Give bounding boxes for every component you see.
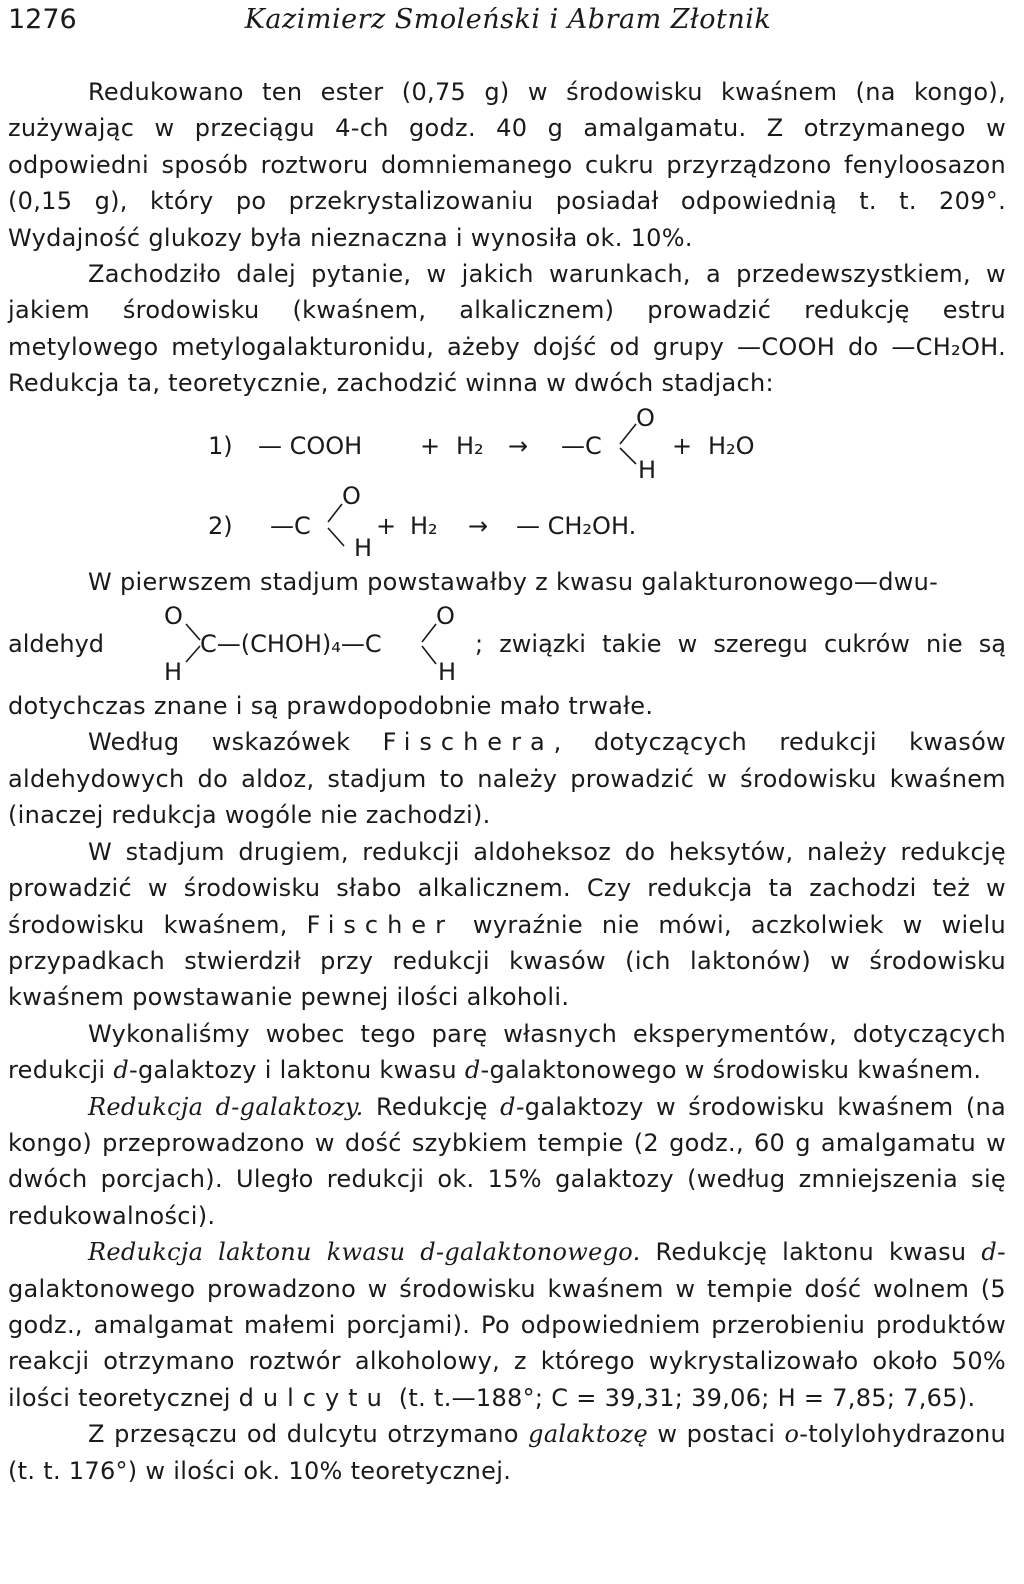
reaction-1-arrow: →: [508, 431, 529, 460]
p10-text-b: -galaktonowego prowadzono w środowisku kwaśnem w tempie dość wolnem (5 godz., amalgamat małemi porcjami). Po odpowiedniem przerobieniu produktów reakcji otrzymano roztwór alkoholowy, z którego wykrystalizowało około 50% ilości teoretycznej: [8, 1238, 1007, 1412]
author-fischer: Fischera: [382, 728, 554, 757]
reaction-2-h-atom: H: [354, 533, 373, 562]
paragraph-first-stage: W pierwszem stadjum powstawałby z kwasu galakturonowego—dwu-: [88, 567, 939, 596]
reaction-1-h-atom: H: [638, 455, 657, 484]
paragraph-reduction-question: Zachodziło dalej pytanie, w jakich warunkach, a przedewszystkiem, w jakiem środowisku (kwaśnem, alkalicznem) prowadzić redukcję estru metylowego metylogalakturonidu, ażeby dojść od grupy —COOH do —CH₂OH. Redukcja ta, teoretycznie, zachodzić winna w dwóch stadjach:: [8, 260, 1006, 398]
p8-prefix-d2: d: [464, 1056, 481, 1085]
dialdehyde-oxygen-left: O: [164, 602, 183, 631]
compound-galactose: galaktozę: [528, 1420, 648, 1449]
author-fischer-2: Fischer: [306, 910, 454, 939]
compound-dulcitol: dulcytu: [238, 1383, 391, 1412]
reaction-2: [8, 481, 1006, 564]
p9-prefix-d: d: [500, 1092, 516, 1121]
reaction-1: [8, 402, 1006, 484]
dialdehyde-oxygen-right: O: [436, 602, 455, 631]
p8-text-a: Wykonaliśmy wobec tego parę własnych eksperymentów, dotyczących redukcji: [8, 1019, 1006, 1085]
p11-text-c: -tolylohydrazonu (t. t. 176°) w ilości ok. 10% teoretycznej.: [8, 1420, 1006, 1485]
paragraph-second-stage: [8, 834, 1006, 1016]
reaction-1-hydrogen: H₂: [456, 431, 484, 460]
p11-prefix-o: o: [784, 1420, 800, 1449]
reaction-2-plus: +: [376, 511, 397, 540]
paragraph-unstable: dotychczas znane i są prawdopodobnie mało trwałe.: [8, 692, 654, 721]
paragraph-galactose-reduction: [8, 1089, 1006, 1235]
reaction-1-carbon: —C: [561, 431, 602, 460]
p11-text-a: Z przesączu od dulcytu otrzymano: [88, 1420, 519, 1449]
p11-text-b: w postaci: [657, 1420, 776, 1449]
reaction-1-plus: +: [420, 431, 441, 460]
dialdehyde-h-left: H: [164, 658, 183, 687]
dialdehyde-h-right: H: [438, 658, 457, 687]
paragraph-ester-reduction: Redukowano ten ester (0,75 g) w środowisku kwaśnem (na kongo), zużywając w przeciągu 4-ch godz. 40 g amalgamatu. Z otrzymanego w odpowiedni sposób roztworu domniemanego cukru przyrządzono fenyloosazon (0,15 g), który po przekrystalizowaniu posiadał odpowiednią t. t. 209°. Wydajność glukozy była nieznaczna i wynosiła ok. 10%.: [8, 78, 1006, 252]
dialdehyde-comment: ; związki takie w szeregu cukrów nie są: [475, 630, 1006, 659]
running-title: Kazimierz Smoleński i Abram Złotnik: [244, 4, 772, 35]
section-title-galactose: Redukcja d-galaktozy.: [88, 1092, 364, 1121]
reaction-2-bonds: [8, 481, 1006, 564]
page-number: 1276: [8, 4, 77, 35]
reaction-2-hydrogen: H₂: [410, 511, 438, 540]
reaction-2-arrow: →: [468, 511, 489, 540]
p10-text-a: Redukcję laktonu kwasu: [655, 1238, 967, 1267]
p10-prefix-d: d: [981, 1238, 998, 1267]
p7-text-b: wyraźnie nie mówi, aczkolwiek w wielu przypadkach stwierdził przy redukcji kwasów (ich laktonów) w środowisku kwaśnem powstawanie pewnej ilości alkoholi.: [8, 910, 1007, 1012]
reaction-1-bonds: [8, 402, 1006, 484]
p8-prefix-d1: d: [113, 1056, 129, 1085]
reaction-1-number: 1): [208, 431, 233, 460]
dialdehyde-label: aldehyd: [8, 630, 105, 659]
p7-text-a: W stadjum drugiem, redukcji aldoheksoz do heksytów, należy redukcję prowadzić w środowisku słabo alkalicznem. Czy redukcja ta zachodzi też w środowisku kwaśnem,: [8, 837, 1006, 939]
reaction-1-plus-2: +: [672, 431, 693, 460]
p9-text-a: Redukcję: [376, 1092, 488, 1121]
section-title-lactone: Redukcja laktonu kwasu d-galaktonowego.: [88, 1238, 641, 1267]
p10-text-c: (t. t.—188°; C = 39,31; 39,06; H = 7,85; 7,65).: [398, 1383, 976, 1412]
reaction-2-carbon: —C: [270, 511, 311, 540]
article-body: [8, 74, 1006, 1489]
p6-text-a: Według wskazówek: [88, 728, 351, 757]
dialdehyde-chain: C—(CHOH)₄—C: [200, 630, 382, 659]
paragraph-fischer-instructions: [8, 724, 1006, 833]
paragraph-filtrate: [8, 1416, 1006, 1489]
dialdehyde-line: [8, 600, 1006, 688]
reaction-2-number: 2): [208, 511, 233, 540]
reaction-1-water: H₂O: [708, 431, 755, 460]
reaction-2-product: — CH₂OH.: [516, 511, 637, 540]
reaction-1-oxygen: O: [636, 403, 655, 432]
paragraph-lactone-reduction: [8, 1234, 1006, 1416]
paragraph-experiments: [8, 1016, 1006, 1089]
reaction-2-oxygen: O: [342, 481, 361, 510]
page-header: [8, 2, 1008, 42]
p8-text-c: -galaktonowego w środowisku kwaśnem.: [480, 1056, 982, 1085]
p6-text-b: , dotyczących redukcji kwasów aldehydowych do aldoz, stadjum to należy prowadzić w środowisku kwaśnem (inaczej redukcja wogóle nie zachodzi).: [8, 728, 1006, 830]
p8-text-b: -galaktozy i laktonu kwasu: [129, 1056, 457, 1085]
p9-text-b: -galaktozy w środowisku kwaśnem (na kongo) przeprowadzono w dość szybkiem tempie (2 godz., 60 g amalgamatu w dwóch porcjach). Uległo redukcji ok. 15% galaktozy (według zmniejszenia się redukowalności).: [8, 1092, 1007, 1230]
reaction-1-reactant: — COOH: [258, 431, 363, 460]
